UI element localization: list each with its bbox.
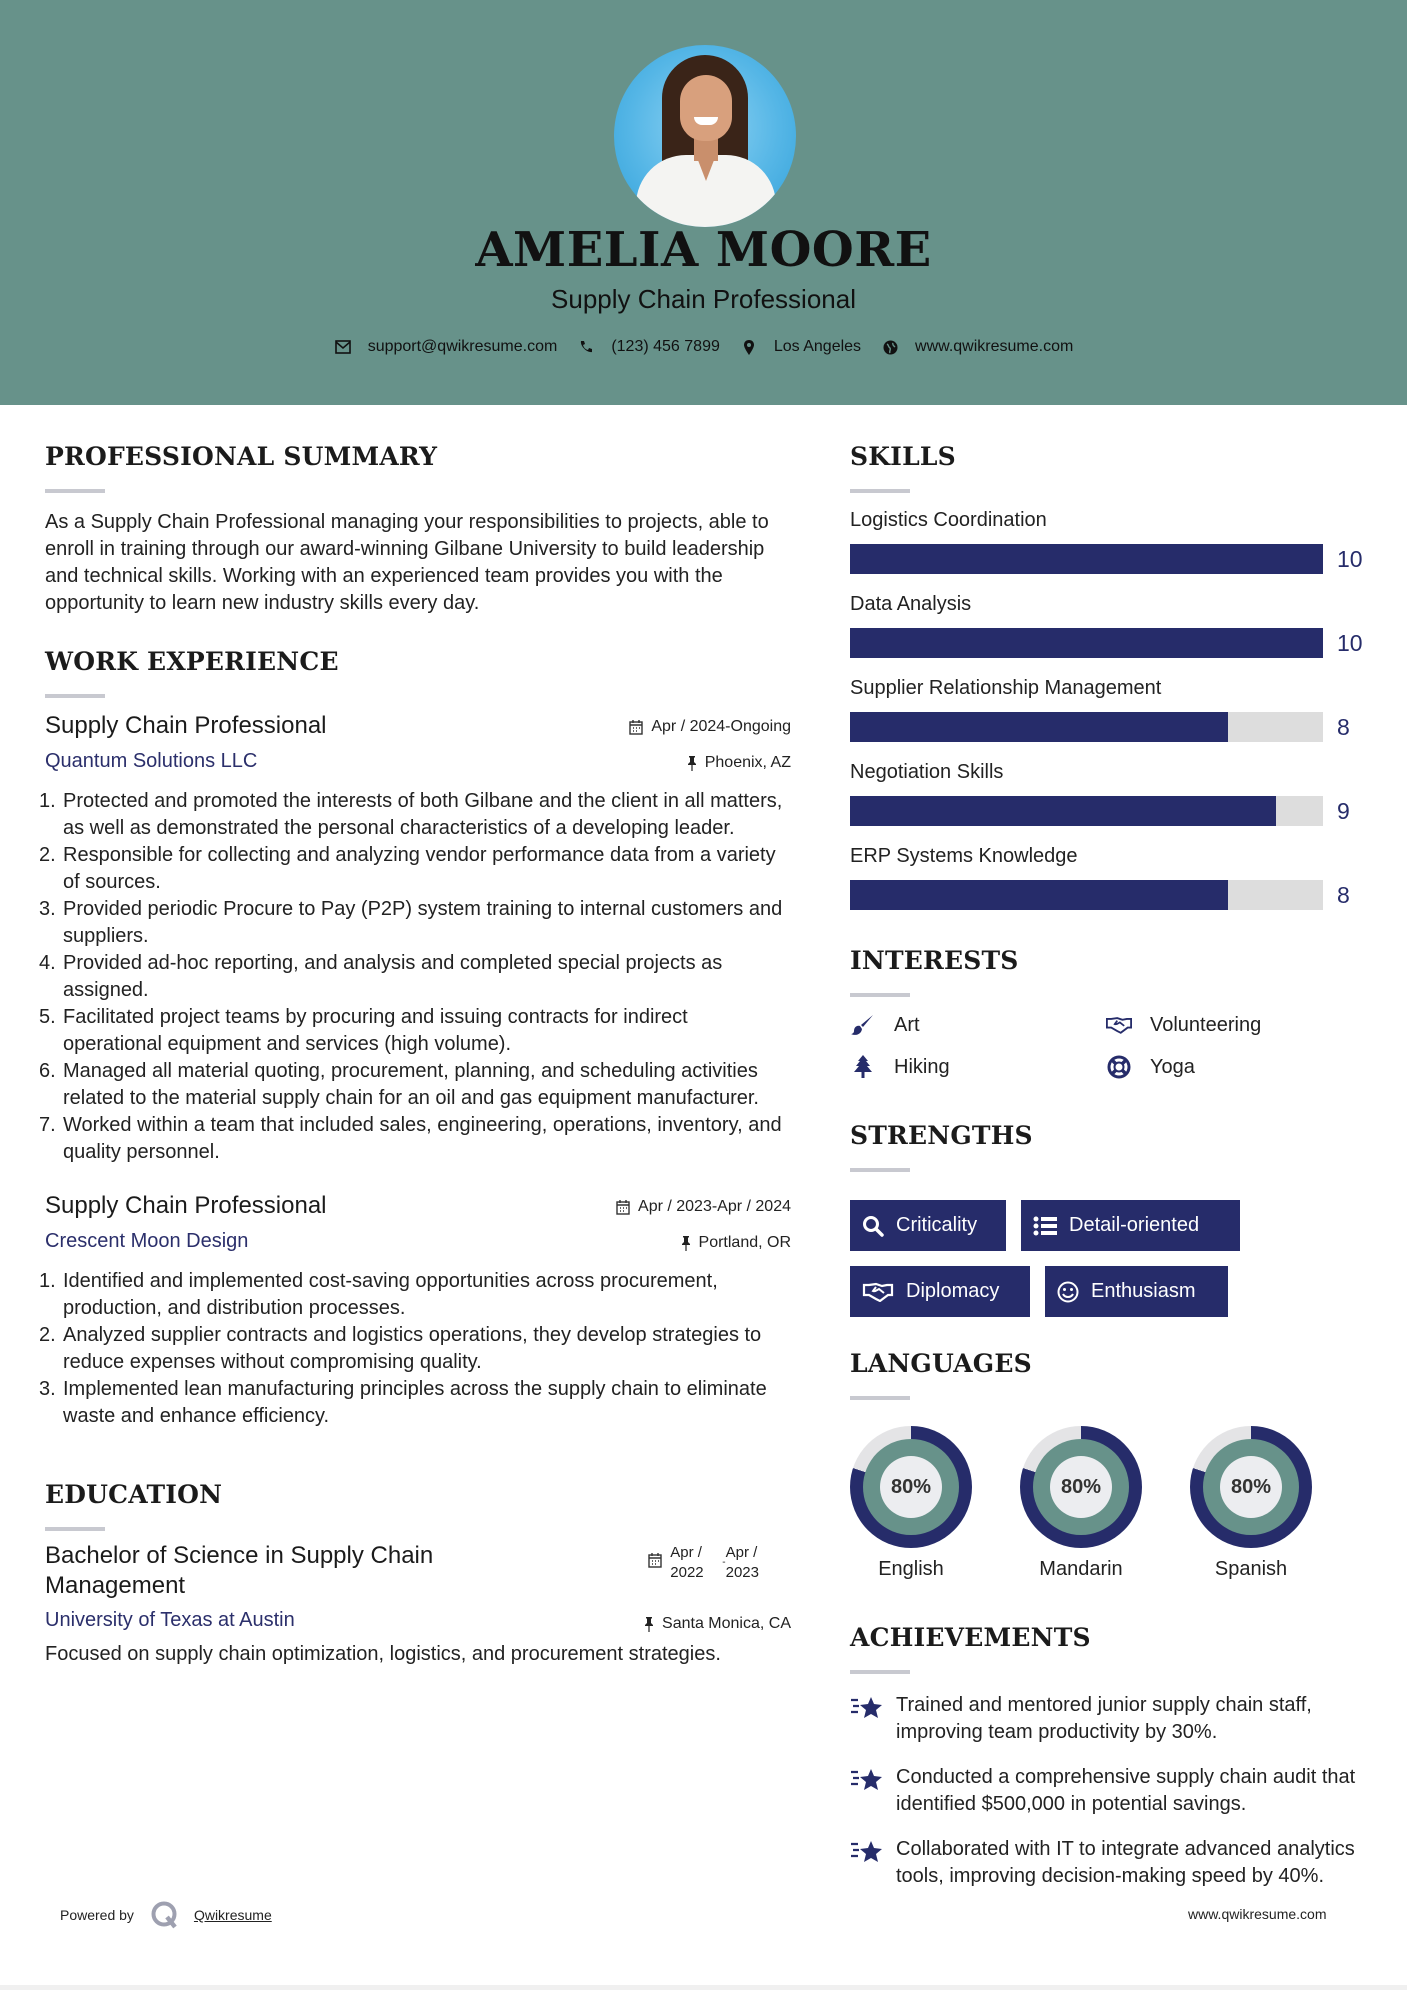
list-icon (1033, 1216, 1057, 1236)
heading-underline (45, 1527, 105, 1531)
skill-bar-track (850, 796, 1323, 826)
contact-location (740, 338, 861, 356)
education-date-start: Apr / 2022 (670, 1544, 704, 1581)
job-bullet: 2. Responsible for collecting and analyzing vendor performance data from a variety of sources. (39, 844, 776, 893)
search-icon (862, 1215, 884, 1237)
language-name: Spanish (1214, 1558, 1288, 1580)
education-location (644, 1615, 791, 1633)
strength-chip (850, 1266, 1030, 1317)
language-item (1020, 1426, 1142, 1581)
education-location-text: Santa Monica, CA (662, 1615, 791, 1632)
heading-underline (850, 993, 910, 997)
heading-underline (850, 1670, 910, 1674)
job-bullet: 6. Managed all material quoting, procurement, planning, and scheduling activities related to the material supply chain for an oil and gas equipment manufacturer. (39, 1060, 759, 1109)
skill-item (850, 843, 1370, 910)
summary-text: As a Supply Chain Professional managing your responsibilities to projects, able to enroll in training through our award-winning Gilbane University to build leadership and technical skills. Working with an experienced team provides you with the opportunity to learn new industry skills every day. (45, 511, 769, 614)
strengths-section (850, 1119, 1370, 1317)
powered-by-label: Powered by (60, 1907, 134, 1923)
paintbrush-icon (850, 1013, 876, 1037)
interest-label: Volunteering (1150, 1013, 1262, 1036)
skill-name: Logistics Coordination (850, 509, 1047, 531)
heading-underline (850, 1396, 910, 1400)
skill-value: 9 (1337, 797, 1350, 824)
interest-item (850, 1055, 1106, 1079)
languages-list (850, 1426, 1370, 1581)
achievement-item (850, 1764, 1370, 1818)
interest-label: Hiking (894, 1055, 950, 1078)
candidate-name: AMELIA MOORE (475, 222, 932, 278)
skill-value: 10 (1337, 545, 1363, 572)
right-column (850, 440, 1370, 1890)
phone-icon (577, 338, 595, 356)
contact-website-text: www.qwikresume.com (915, 338, 1074, 355)
strength-label: Detail-oriented (1069, 1214, 1200, 1236)
experience-heading: WORK EXPERIENCE (45, 647, 339, 676)
skill-name: ERP Systems Knowledge (850, 845, 1078, 867)
skill-item (850, 759, 1370, 826)
language-progress-ring (1190, 1426, 1312, 1548)
profile-photo (614, 45, 796, 227)
job-title: Supply Chain Professional (45, 1192, 327, 1219)
contact-phone[interactable] (577, 338, 720, 356)
left-column (39, 440, 791, 1668)
job-bullet: 5. Facilitated project teams by procuring and issuing contracts for indirect operational equipment and services (high volume). (39, 1006, 688, 1055)
skill-bar-track (850, 880, 1323, 910)
pin-icon (681, 1236, 691, 1251)
language-item (850, 1426, 972, 1581)
handshake-icon (862, 1282, 894, 1302)
interest-label: Yoga (1150, 1055, 1195, 1078)
job-bullet: 4. Provided ad-hoc reporting, and analysis and completed special projects as assigned. (39, 952, 723, 1001)
calendar-icon (616, 1200, 630, 1215)
job-bullet: 2. Analyzed supplier contracts and logistics operations, they develop strategies to reduce expenses without compromising quality. (39, 1324, 762, 1373)
skills-section (850, 440, 1370, 910)
achievements-list (850, 1692, 1370, 1890)
company-name: Crescent Moon Design (45, 1230, 249, 1252)
footer-website[interactable]: www.qwikresume.com (1188, 1906, 1327, 1922)
school-name: University of Texas at Austin (45, 1609, 295, 1631)
skill-value: 10 (1337, 629, 1363, 656)
summary-section (45, 440, 791, 617)
skill-item (850, 507, 1370, 574)
qwikresume-logo-icon (150, 1900, 180, 1930)
photo-face-shape (680, 75, 732, 141)
strength-label: Enthusiasm (1091, 1280, 1196, 1302)
language-progress-ring (850, 1426, 972, 1548)
job-bullet: 1. Protected and promoted the interests of both Gilbane and the client in all matters, as well as demonstrated the personal characteristics of a developing leader. (39, 790, 783, 839)
skills-list (850, 507, 1370, 910)
job-bullet: 3. Provided periodic Procure to Pay (P2P) system training to internal customers and suppliers. (39, 898, 783, 947)
globe-icon (881, 338, 899, 356)
job-entry (39, 1190, 791, 1430)
interests-list (850, 1013, 1370, 1079)
education-section (45, 1478, 791, 1668)
achievements-heading: ACHIEVEMENTS (850, 1623, 1091, 1652)
experience-section (39, 645, 791, 1430)
heading-underline (45, 489, 105, 493)
tree-icon (850, 1055, 876, 1079)
contact-email-text: support@qwikresume.com (367, 338, 558, 355)
education-entry (45, 1541, 791, 1668)
languages-heading: LANGUAGES (850, 1349, 1032, 1378)
heading-underline (850, 489, 910, 493)
skill-bar-fill (850, 544, 1323, 574)
map-marker-icon (740, 338, 758, 356)
job-bullet: 1. Identified and implemented cost-saving opportunities across procurement, production, and distribution processes. (39, 1270, 718, 1319)
job-date (616, 1198, 791, 1216)
life-ring-icon (1106, 1055, 1132, 1079)
strength-chip (850, 1200, 1006, 1251)
powered-by (60, 1900, 272, 1930)
languages-section (850, 1347, 1370, 1581)
strength-label: Diplomacy (906, 1280, 1000, 1302)
heading-underline (45, 694, 105, 698)
achievement-text: Conducted a comprehensive supply chain audit that identified $500,000 in potential savings. (896, 1766, 1356, 1815)
summary-heading: PROFESSIONAL SUMMARY (45, 442, 438, 471)
resume-header (0, 0, 1407, 405)
smile-icon (1057, 1281, 1079, 1303)
skill-bar-fill (850, 880, 1228, 910)
language-percent: 80% (1050, 1456, 1112, 1518)
achievement-text: Trained and mentored junior supply chain staff, improving team productivity by 30%. (896, 1694, 1312, 1743)
page-bottom-edge (0, 1985, 1407, 1990)
job-bullets (39, 788, 791, 1166)
skill-bar-fill (850, 628, 1323, 658)
job-date-text: Apr / 2023-Apr / 2024 (638, 1198, 791, 1215)
pin-icon (687, 756, 697, 771)
education-date-separator: - (722, 1557, 726, 1568)
skill-item (850, 591, 1370, 658)
language-item (1190, 1426, 1312, 1581)
job-entry (39, 710, 791, 1166)
envelope-icon (334, 338, 352, 356)
skill-name: Data Analysis (850, 593, 972, 615)
calendar-icon (629, 720, 643, 735)
job-date-text: Apr / 2024-Ongoing (651, 718, 791, 735)
contact-phone-text: (123) 456 7899 (611, 338, 720, 355)
job-location-text: Portland, OR (698, 1234, 791, 1251)
job-bullet: 3. Implemented lean manufacturing principles across the supply chain to eliminate waste and enhance efficiency. (39, 1378, 767, 1427)
strength-chip (1045, 1266, 1228, 1317)
skill-bar-track (850, 712, 1323, 742)
photo-collar-shape (696, 155, 716, 181)
contact-location-text: Los Angeles (773, 338, 862, 355)
strengths-heading: STRENGTHS (850, 1121, 1033, 1150)
job-location (681, 1234, 791, 1252)
skill-bar-track (850, 628, 1323, 658)
contact-row (0, 338, 1407, 356)
strengths-list (850, 1200, 1270, 1317)
language-name: Mandarin (1039, 1558, 1123, 1580)
language-percent: 80% (1220, 1456, 1282, 1518)
interest-label: Art (894, 1013, 920, 1036)
company-name: Quantum Solutions LLC (45, 750, 258, 772)
education-date-end: Apr / 2023 (725, 1544, 759, 1581)
interests-heading: INTERESTS (850, 946, 1019, 975)
education-date (648, 1543, 759, 1583)
pin-icon (644, 1617, 654, 1632)
education-heading: EDUCATION (45, 1480, 223, 1509)
job-bullets (39, 1268, 791, 1430)
contact-email[interactable] (334, 338, 558, 356)
strength-label: Criticality (896, 1214, 978, 1236)
interest-item (850, 1013, 1106, 1037)
interest-item (1106, 1013, 1362, 1037)
skill-item (850, 675, 1370, 742)
shooting-star-icon (850, 1764, 884, 1818)
skill-name: Supplier Relationship Management (850, 677, 1162, 699)
skill-bar-fill (850, 796, 1276, 826)
skills-heading: SKILLS (850, 442, 956, 471)
achievement-item (850, 1836, 1370, 1890)
skill-value: 8 (1337, 881, 1350, 908)
job-location (687, 754, 791, 772)
achievement-item (850, 1692, 1370, 1746)
shooting-star-icon (850, 1836, 884, 1890)
achievement-text: Collaborated with IT to integrate advanced analytics tools, improving decision-making speed by 40%. (896, 1838, 1355, 1887)
job-date (629, 718, 791, 736)
shooting-star-icon (850, 1692, 884, 1746)
calendar-icon (648, 1553, 662, 1568)
interest-item (1106, 1055, 1362, 1079)
interests-section (850, 944, 1370, 1079)
education-description: Focused on supply chain optimization, logistics, and procurement strategies. (45, 1643, 721, 1665)
language-percent: 80% (880, 1456, 942, 1518)
skill-bar-track (850, 544, 1323, 574)
language-progress-ring (1020, 1426, 1142, 1548)
skill-value: 8 (1337, 713, 1350, 740)
candidate-title: Supply Chain Professional (551, 284, 856, 314)
language-name: English (878, 1558, 944, 1580)
heading-underline (850, 1168, 910, 1172)
achievements-section (850, 1621, 1370, 1890)
skill-bar-fill (850, 712, 1228, 742)
handshake-icon (1106, 1013, 1132, 1037)
degree-title: Bachelor of Science in Supply Chain Management (45, 1542, 434, 1599)
qwikresume-link[interactable]: Qwikresume (193, 1907, 272, 1923)
skill-name: Negotiation Skills (850, 761, 1004, 783)
job-location-text: Phoenix, AZ (704, 754, 791, 771)
job-bullet: 7. Worked within a team that included sales, engineering, operations, inventory, and quality personnel. (39, 1114, 782, 1163)
contact-website[interactable] (881, 338, 1073, 356)
strength-chip (1021, 1200, 1240, 1251)
job-title: Supply Chain Professional (45, 712, 327, 739)
